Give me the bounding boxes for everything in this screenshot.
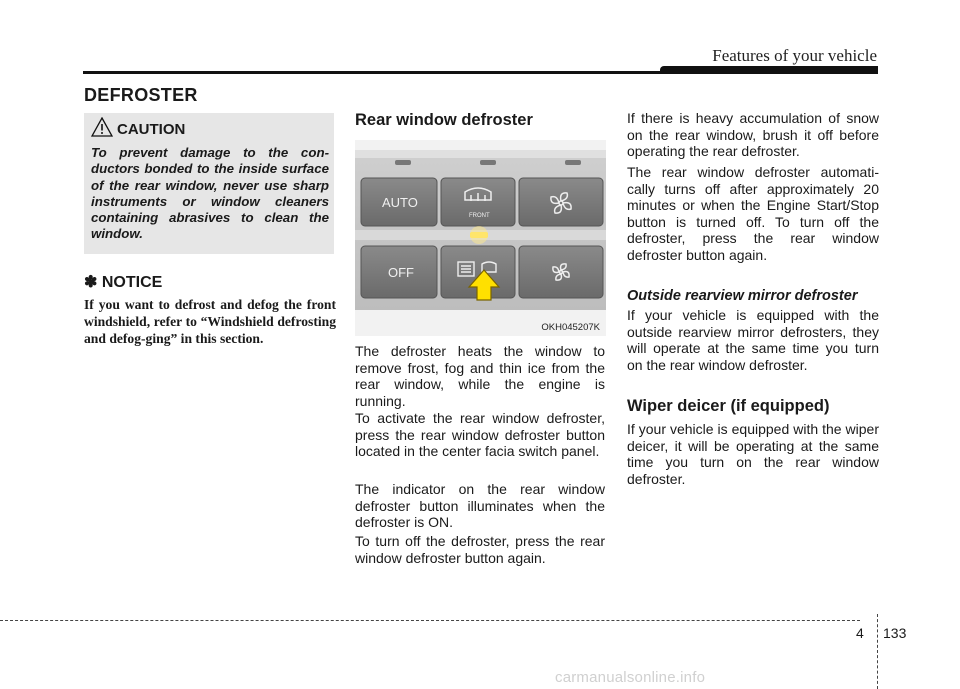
notice-body: If you want to defrost and defog the front windshield, refer to “Windshield defrosting and defog-ging” in this section.: [84, 297, 336, 347]
section-title: DEFROSTER: [84, 85, 198, 105]
control-panel-figure: [355, 140, 606, 336]
paragraph: If your vehicle is equipped with the outside rearview mirror defrosters, they will operate at the same time you turn on the rear window defroster.: [627, 307, 879, 373]
off-button-label: OFF: [388, 265, 414, 280]
watermark: carmanualsonline.info: [555, 669, 706, 686]
paragraph: If there is heavy accumulation of snow on the rear window, brush it off before operating the rear defroster.: [627, 110, 879, 160]
notice-symbol: ✽: [84, 274, 98, 291]
caution-heading: CAUTION: [117, 121, 186, 138]
footer-rule: [0, 620, 860, 621]
running-header: Features of your vehicle: [712, 46, 877, 65]
front-button-label: FRONT: [469, 213, 490, 219]
caution-box: [84, 113, 334, 254]
chapter-number: 4: [856, 625, 864, 641]
rear-defroster-title: Rear window defroster: [355, 111, 533, 129]
auto-button-label: AUTO: [382, 195, 418, 210]
paragraph: The defroster heats the window to remove frost, fog and thin ice from the rear window, while the engine is running.: [355, 343, 605, 409]
notice-heading-text: NOTICE: [101, 274, 163, 291]
paragraph: To activate the rear window defroster, press the rear window defroster button located in the center facia switch panel.: [355, 410, 605, 460]
paragraph: If your vehicle is equipped with the wiper deicer, it will be operating at the same time you turn on the rear window defroster.: [627, 421, 879, 487]
footer-divider: [877, 614, 878, 689]
header-tab: [660, 66, 878, 74]
figure-caption: OKH045207K: [541, 322, 600, 333]
mirror-defroster-heading: Outside rearview mirror defroster: [627, 288, 858, 304]
wiper-deicer-heading: Wiper deicer (if equipped): [627, 397, 830, 415]
page-number: 133: [883, 625, 907, 641]
caution-body: To prevent damage to the con-ductors bonded to the inside surface of the rear window, never use sharp instruments or window cleaners containing abrasives to clean the window.: [91, 145, 329, 242]
paragraph: The rear window defroster automati-cally turns off after approximately 20 minutes or when the Engine Start/Stop button is turned off. To turn off the defroster, press the rear window defroster button again.: [627, 164, 879, 263]
paragraph: To turn off the defroster, press the rear window defroster button again.: [355, 533, 605, 566]
warning-icon: [91, 117, 113, 137]
control-panel-illustration: [355, 140, 606, 336]
notice-heading: [84, 272, 162, 292]
paragraph: The indicator on the rear window defroster button illuminates when the defroster is ON.: [355, 481, 605, 531]
